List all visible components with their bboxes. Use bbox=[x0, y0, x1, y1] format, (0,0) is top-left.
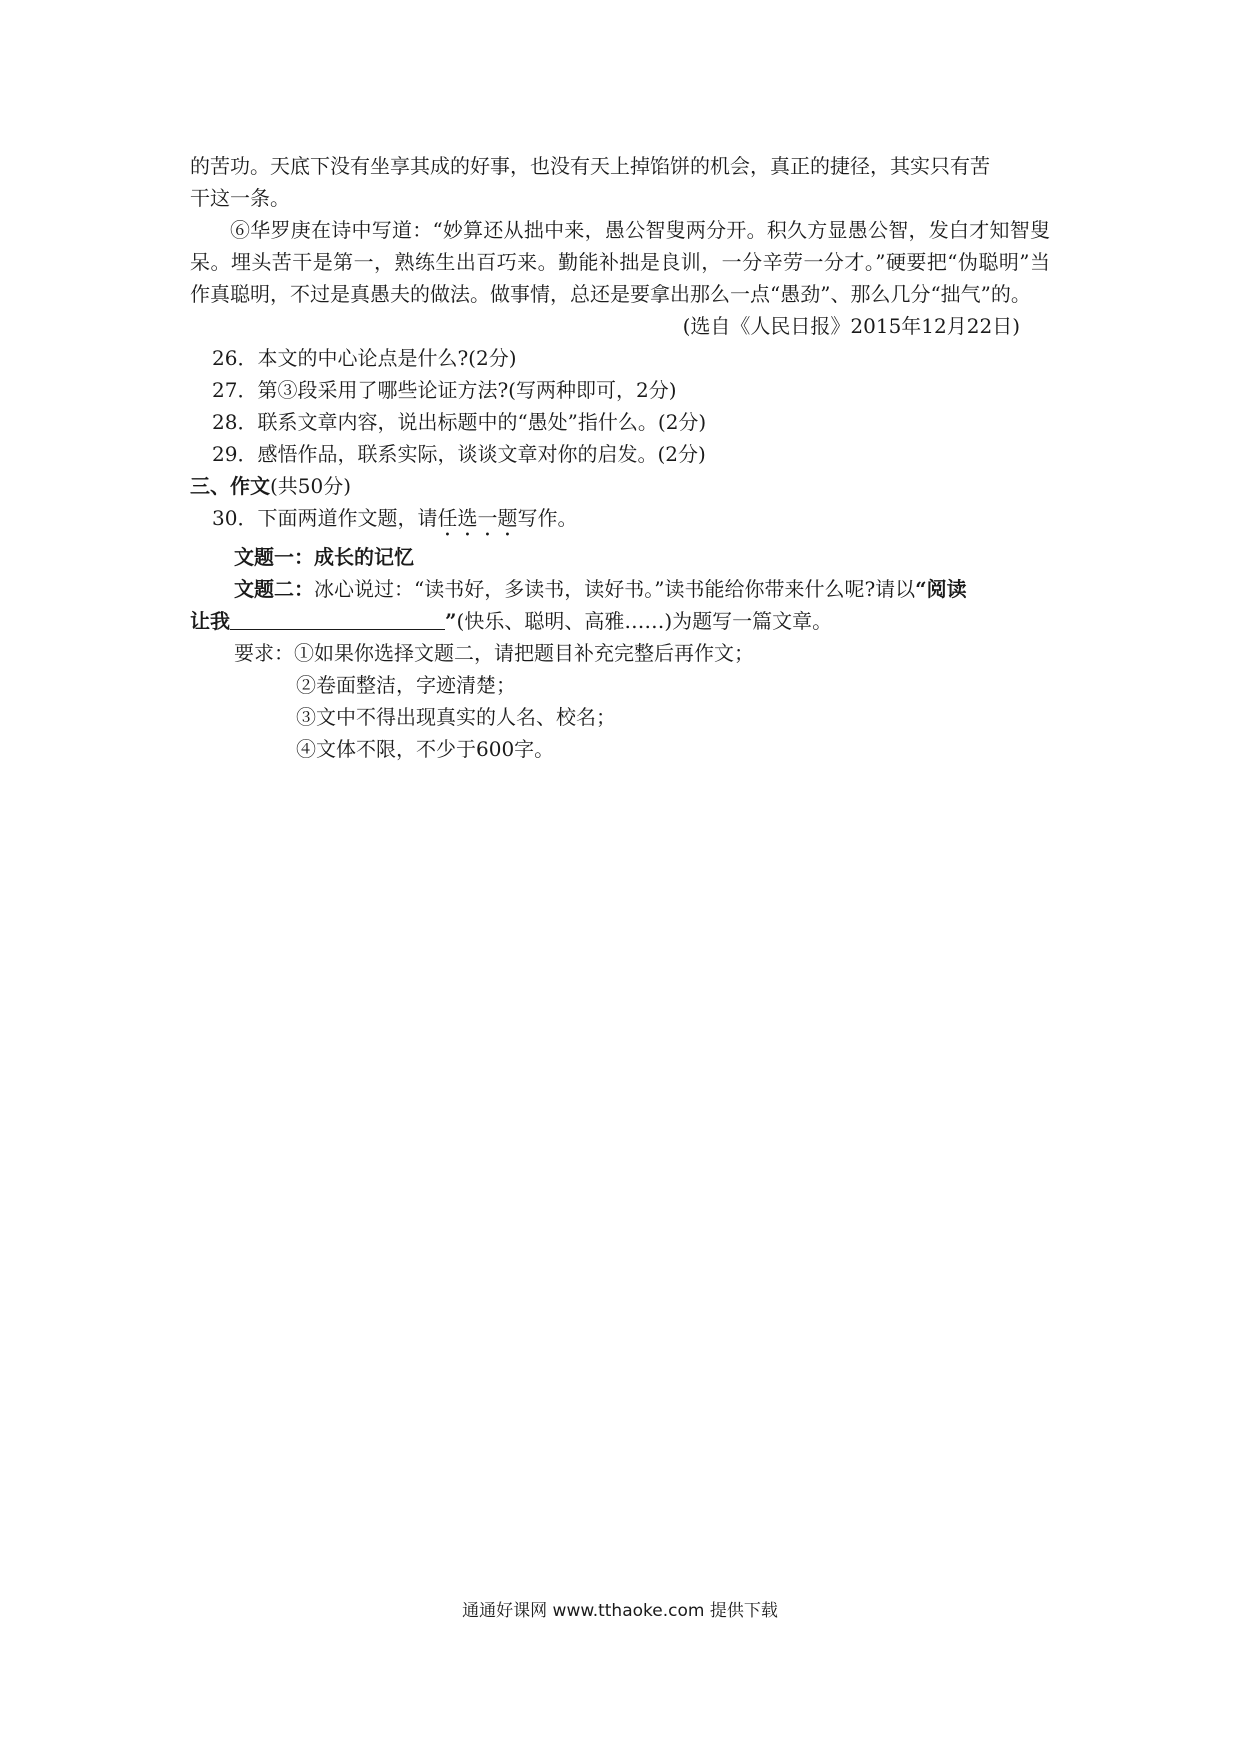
essay-topic-2: 文题二：冰心说过：“读书好，多读书，读好书。”读书能给你带来什么呢?请以“阅读 bbox=[234, 577, 967, 601]
topic-2-label: 文题二： bbox=[234, 577, 314, 601]
emphasis-text: 任选一题 bbox=[437, 506, 518, 530]
requirement-1: 要求：①如果你选择文题二，请把题目补充完整后再作文； bbox=[234, 641, 754, 665]
document-page bbox=[190, 150, 1050, 765]
section-title: 三、作文 bbox=[190, 474, 270, 498]
passage-line: 干这一条。 bbox=[190, 186, 290, 210]
passage-paragraph-6: ⑥华罗庚在诗中写道：“妙算还从拙中来，愚公智叟两分开。积久方显愚公智，发白才知智叟呆。埋头苦干是第一，熟练生出百巧来。勤能补拙是良训，一分辛劳一分才。”硬要把“伪聪明”当作真聪明，不过是真愚夫的做法。做事情，总还是要拿出那么一点“愚劲”、那么几分“拙气”的。 bbox=[190, 218, 1050, 306]
essay-topic-1: 文题一：成长的记忆 bbox=[234, 545, 414, 569]
requirement-4: ④文体不限，不少于600字。 bbox=[296, 737, 555, 761]
page-footer: 通通好课网 www.tthaoke.com 提供下载 bbox=[462, 1601, 778, 1621]
passage-line: 的苦功。天底下没有坐享其成的好事，也没有天上掉馅饼的机会，真正的捷径，其实只有苦 bbox=[190, 154, 990, 178]
question-30: 30．下面两道作文题，请任选一题写作。 bbox=[212, 506, 578, 530]
requirement-2: ②卷面整洁，字迹清楚； bbox=[296, 673, 516, 697]
section-heading bbox=[190, 470, 1050, 502]
question-26: 26．本文的中心论点是什么?(2分) bbox=[212, 346, 517, 370]
requirement-3: ③文中不得出现真实的人名、校名； bbox=[296, 705, 616, 729]
requirements-label: 要求： bbox=[234, 641, 294, 665]
essay-topic-2-line2: 让我 ”(快乐、聪明、高雅……)为题写一篇文章。 bbox=[190, 609, 833, 633]
question-27: 27．第③段采用了哪些论证方法?(写两种即可，2分) bbox=[212, 378, 677, 402]
source-citation: (选自《人民日报》2015年12月22日) bbox=[682, 314, 1020, 338]
question-29: 29．感悟作品，联系实际，谈谈文章对你的启发。(2分) bbox=[212, 442, 706, 466]
section-score: (共50分) bbox=[270, 474, 352, 498]
question-28: 28．联系文章内容，说出标题中的“愚处”指什么。(2分) bbox=[212, 410, 707, 434]
fill-blank-line bbox=[230, 607, 445, 630]
